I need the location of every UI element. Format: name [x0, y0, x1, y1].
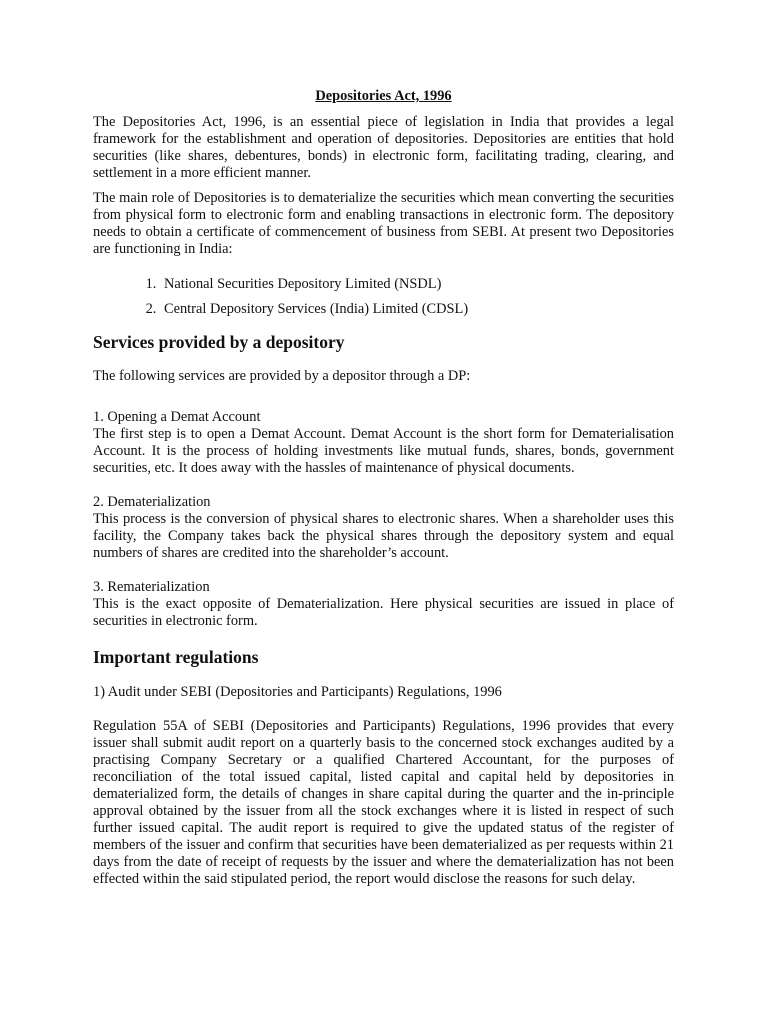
- services-intro: The following services are provided by a depositor through a DP:: [93, 368, 471, 384]
- service-title: 2. Dematerialization: [93, 494, 211, 510]
- depositories-list: [93, 276, 674, 318]
- regulations-heading: Important regulations: [93, 647, 259, 667]
- service-title: 3. Rematerialization: [93, 579, 210, 595]
- service-item: [93, 579, 674, 630]
- regulation-body: Regulation 55A of SEBI (Depositories and Participants) Regulations, 1996 provides that every issuer shall submit audit report on a quarterly basis to the concerned stock exchanges audited by a practising Company Secretary or a qualified Chartered Accountant, for the purposes of reconciliation of the total issued capital, listed capital and capital held by depositories in dematerialized form, the details of changes in share capital during the quarter and the in-principle approval obtained by the issuer from all the stock exchanges where it is listed in respect of such further issued capital. The audit report is required to give the updated status of the register of members of the issuer and confirm that securities have been dematerialized as per requests within 21 days from the date of receipt of requests by the issuer and where the dematerialization has not been effected within the said stipulated period, the report would disclose the reasons for such delay.: [93, 718, 674, 887]
- service-item: [93, 494, 674, 562]
- document-page: [93, 88, 674, 888]
- service-description: This is the exact opposite of Dematerialization. Here physical securities are issued in place of securities in electronic form.: [93, 596, 674, 629]
- service-item: [93, 409, 674, 477]
- service-description: The first step is to open a Demat Account. Demat Account is the short form for Dematerialisation Account. It is the process of holding investments like mutual funds, shares, bonds, government securities, etc. It does away with the hassles of maintenance of physical documents.: [93, 426, 674, 476]
- document-title: Depositories Act, 1996: [315, 88, 452, 104]
- services-heading: Services provided by a depository: [93, 332, 345, 352]
- service-description: This process is the conversion of physical shares to electronic shares. When a shareholder uses this facility, the Company takes back the physical shares through the depository system and equal numbers of shares are credited into the shareholder’s account.: [93, 511, 674, 561]
- list-item: 1. National Securities Depository Limited (NSDL): [160, 276, 674, 293]
- list-item: 2. Central Depository Services (India) Limited (CDSL): [160, 301, 674, 318]
- intro-paragraph-1: The Depositories Act, 1996, is an essential piece of legislation in India that provides a legal framework for the establishment and operation of depositories. Depositories are entities that hold securities (like shares, debentures, bonds) in electronic form, facilitating trading, clearing, and settlement in a more efficient manner.: [93, 114, 674, 181]
- regulation-title: 1) Audit under SEBI (Depositories and Participants) Regulations, 1996: [93, 684, 502, 700]
- service-title: 1. Opening a Demat Account: [93, 409, 261, 425]
- intro-paragraph-2: The main role of Depositories is to dematerialize the securities which mean converting the securities from physical form to electronic form and enabling transactions in electronic form. The depository needs to obtain a certificate of commencement of business from SEBI. At present two Depositories are functioning in India:: [93, 190, 674, 257]
